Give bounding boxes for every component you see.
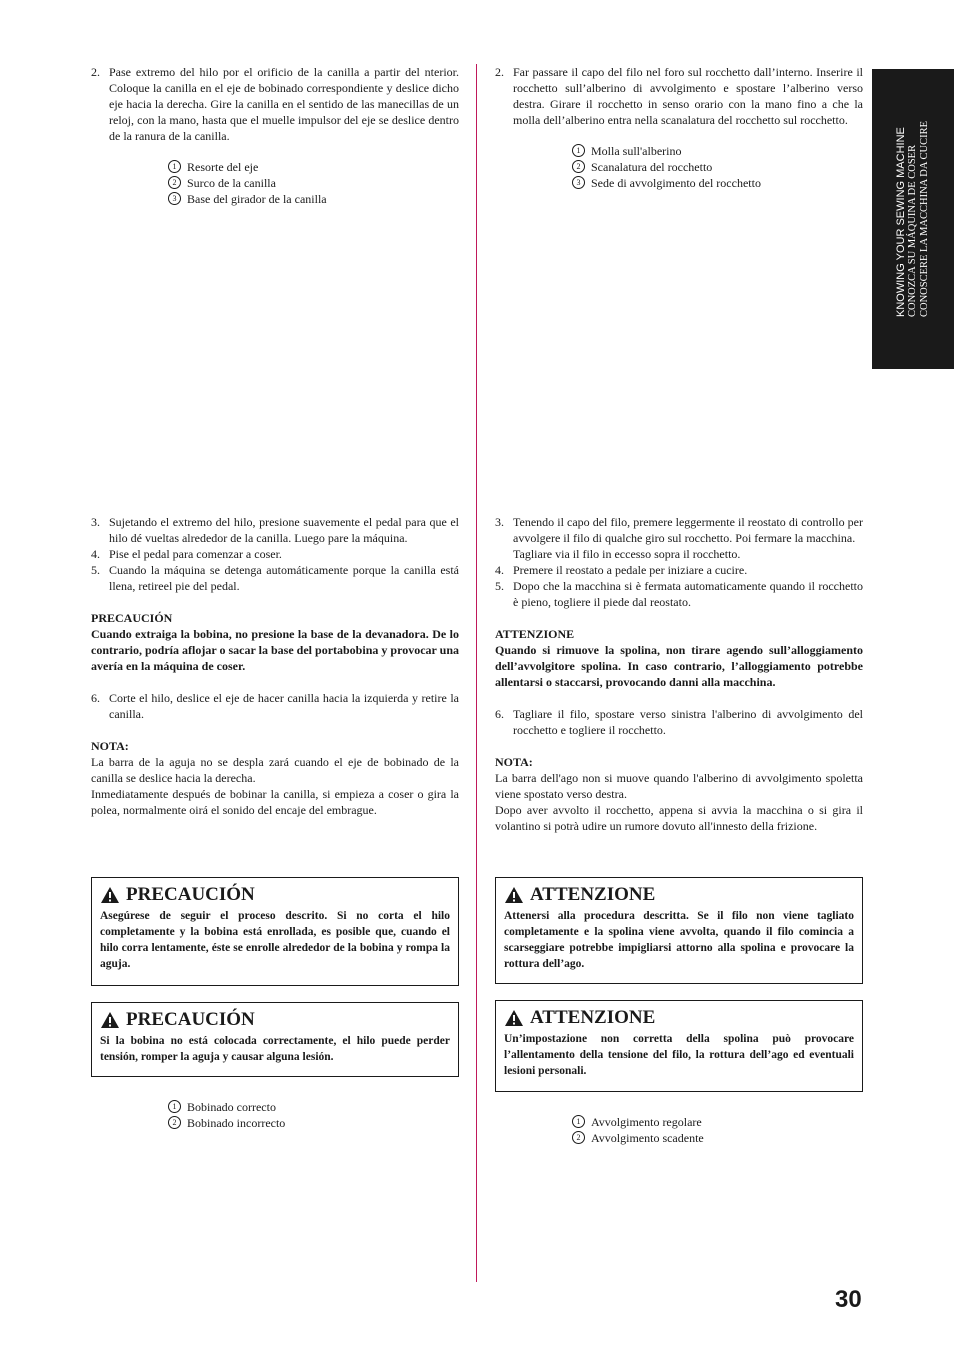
step-extra-text: Tagliare via il filo in eccesso sopra il rocchetto. (513, 547, 741, 561)
es-steps-345 (91, 514, 459, 594)
step-number: 3. (495, 515, 504, 529)
es-step-5 (91, 562, 459, 594)
es-note-line-1: La barra de la aguja no se despla zará cuando el eje de bobinado de la canilla se deslice hacia la derecha. (91, 755, 459, 785)
box-heading (100, 884, 450, 906)
spanish-column (91, 64, 459, 207)
legend-text: Bobinado correcto (187, 1100, 276, 1114)
box-text: Attenersi alla procedura descritta. Se il filo non viene tagliato completamente e la spolina viene avvolta, quando il filo comincia a scarseggiare potrebbe impigliarsi attorno alla spolina e provocare la rottura dell’ago. (504, 910, 854, 970)
es-step-4 (91, 546, 459, 562)
legend-text: Molla sull'alberino (591, 144, 682, 158)
it-step-6-list (495, 706, 863, 738)
legend-item (168, 175, 459, 191)
it-step-3 (495, 514, 863, 562)
it-step-6 (495, 706, 863, 738)
it-step-5 (495, 578, 863, 610)
it-legend-1 (572, 143, 863, 191)
legend-item (572, 159, 863, 175)
es-precaution-box-1 (91, 877, 459, 986)
es-caution-title: PRECAUCIÓN (91, 611, 173, 625)
it-legend-2 (572, 1114, 704, 1146)
legend-text: Resorte del eje (187, 160, 259, 174)
step-text: Tagliare il filo, spostare verso sinistra l'alberino di avvolgimento del rocchetto e togliere il rocchetto. (513, 707, 863, 737)
circled-number: 2 (168, 1116, 181, 1129)
side-tab-spanish: CONOZCA SU MÁQUINA DE COSER (907, 144, 918, 318)
es-step-2 (91, 64, 459, 144)
step-number: 6. (91, 691, 100, 705)
step-number: 2. (91, 65, 100, 79)
it-note-line-2: Dopo aver avvolto il rocchetto, appena si avvia la macchina o si gira il volantino si potrà udire un rumore dovuto all'innesto della frizione. (495, 803, 863, 833)
es-step-6 (91, 690, 459, 722)
step-number: 3. (91, 515, 100, 529)
step-text: Tenendo il capo del filo, premere leggermente il reostato di controllo per avvolgere il filo di qualche giro sul rocchetto. Poi fermare la macchina. (513, 515, 863, 545)
section-side-tab (872, 69, 954, 369)
column-divider (476, 64, 477, 1282)
legend-item (572, 175, 863, 191)
it-step-2-list (495, 64, 863, 128)
legend-item (168, 1115, 285, 1131)
es-step-6-list (91, 690, 459, 722)
legend-text: Scanalatura del rocchetto (591, 160, 713, 174)
page-number: 30 (835, 1286, 862, 1313)
it-attention-box-2 (495, 1000, 863, 1092)
it-step-4 (495, 562, 863, 578)
circled-number: 2 (572, 160, 585, 173)
step-text: Sujetando el extremo del hilo, presione suavemente el pedal para que el hilo dé vueltas alrededor de la canilla. Luego pare la máquina. (109, 515, 459, 545)
es-note-title: NOTA: (91, 739, 129, 753)
es-legend-2 (168, 1099, 285, 1131)
es-caution-text: Cuando extraiga la bobina, no presione la base de la devanadora. De lo contrario, podría aflojar o sacar la base del portabobina y provocar una avería en la máquina de coser. (91, 627, 459, 673)
box-title: PRECAUCIÓN (126, 884, 255, 905)
box-text: Si la bobina no está colocada correctamente, el hilo puede perder tensión, romper la aguja y causar alguna lesión. (100, 1035, 450, 1063)
box-heading (504, 884, 854, 906)
circled-number: 1 (168, 1100, 181, 1113)
box-title: ATTENZIONE (530, 884, 656, 905)
legend-text: Sede di avvolgimento del rocchetto (591, 176, 761, 190)
box-heading (100, 1009, 450, 1031)
step-number: 2. (495, 65, 504, 79)
step-text: Cuando la máquina se detenga automáticamente porque la canilla está llena, retireel pie del pedal. (109, 563, 459, 593)
step-number: 4. (495, 563, 504, 577)
it-note-line-1: La barra dell'ago non si muove quando l'alberino di avvolgimento spoletta viene spostato verso destra. (495, 771, 863, 801)
step-text: Pise el pedal para comenzar a coser. (109, 547, 282, 561)
warning-icon (100, 1011, 120, 1029)
circled-number: 1 (572, 1115, 585, 1128)
warning-icon (504, 886, 524, 904)
legend-item (168, 159, 459, 175)
legend-text: Bobinado incorrecto (187, 1116, 286, 1130)
side-tab-italian: CONOSCERE LA MACCHINA DA CUCIRE (919, 120, 930, 318)
step-text: Premere il reostato a pedale per iniziare a cucire. (513, 563, 748, 577)
step-text: Dopo che la macchina si è fermata automaticamente quando il rocchetto è pieno, togliere il piede dal reostato. (513, 579, 863, 609)
it-steps-345 (495, 514, 863, 610)
it-step-2 (495, 64, 863, 128)
it-note-title: NOTA: (495, 755, 533, 769)
legend-text: Avvolgimento regolare (591, 1115, 702, 1129)
legend-item (572, 143, 863, 159)
spanish-column-lower (91, 514, 459, 818)
legend-item (168, 1099, 285, 1115)
it-caution-title: ATTENZIONE (495, 627, 575, 641)
step-text: Corte el hilo, deslice el eje de hacer canilla hacia la izquierda y retire la canilla. (109, 691, 459, 721)
es-step-3 (91, 514, 459, 546)
legend-text: Surco de la canilla (187, 176, 276, 190)
es-step-2-list (91, 64, 459, 144)
it-caution-text: Quando si rimuove la spolina, non tirare agendo sull’alloggiamento dell’avvolgitore spolina. In caso contrario, l’alloggiamento potrebbe allentarsi o staccarsi, provocando danni alla macchina. (495, 643, 863, 689)
circled-number: 3 (572, 176, 585, 189)
side-tab-english: KNOWING YOUR SEWING MACHINE (895, 127, 907, 318)
warning-icon (100, 886, 120, 904)
es-precaution-box-2 (91, 1002, 459, 1077)
it-attention-box-1 (495, 877, 863, 984)
step-text: Pase extremo del hilo por el orificio de la canilla a partir del nterior. Coloque la canilla en el eje de bobinado correspondiente y deslice dicho eje hacia la derecha. Gire la canilla en el sentido de las manecillas de un reloj, con la mano, hasta que el muelle impulsor del eje se deslice dentro de la ranura de la canilla. (109, 65, 459, 143)
circled-number: 2 (168, 176, 181, 189)
legend-item (168, 191, 459, 207)
legend-text: Avvolgimento scadente (591, 1131, 704, 1145)
step-number: 5. (495, 579, 504, 593)
step-number: 6. (495, 707, 504, 721)
warning-icon (504, 1009, 524, 1027)
step-number: 5. (91, 563, 100, 577)
italian-column-lower (495, 514, 863, 834)
circled-number: 3 (168, 192, 181, 205)
es-legend-1 (168, 159, 459, 207)
circled-number: 1 (168, 160, 181, 173)
circled-number: 2 (572, 1131, 585, 1144)
box-text: Un’impostazione non corretta della spolina può provocare l’allentamento della tensione del filo, la rottura dell’ago ed eventuali lesioni personali. (504, 1033, 854, 1077)
side-tab-text (895, 121, 931, 317)
step-number: 4. (91, 547, 100, 561)
italian-column (495, 64, 863, 191)
es-note-line-2: Inmediatamente después de bobinar la canilla, si empieza a coser o gira la polea, normalmente oirá el sonido del encaje del embrague. (91, 787, 459, 817)
step-text: Far passare il capo del filo nel foro sul rocchetto dall’interno. Inserire il rocchetto sull’alberino di avvolgimento e spostare l’alberino verso destra. Girare il rocchetto in senso orario con la mano fino a che la molla dell’alberino entra nella scanalatura del rocchetto sul rocchetto. (513, 65, 863, 127)
legend-text: Base del girador de la canilla (187, 192, 327, 206)
box-title: PRECAUCIÓN (126, 1009, 255, 1030)
box-title: ATTENZIONE (530, 1007, 656, 1028)
legend-item (572, 1114, 704, 1130)
box-text: Asegúrese de seguir el proceso descrito. Si no corta el hilo completamente y la bobina está enrollada, es posible que, cuando el hilo corra lentamente, éste se enrolle alrededor de la bobina y rompa la aguja. (100, 910, 450, 970)
circled-number: 1 (572, 144, 585, 157)
box-heading (504, 1007, 854, 1029)
legend-item (572, 1130, 704, 1146)
